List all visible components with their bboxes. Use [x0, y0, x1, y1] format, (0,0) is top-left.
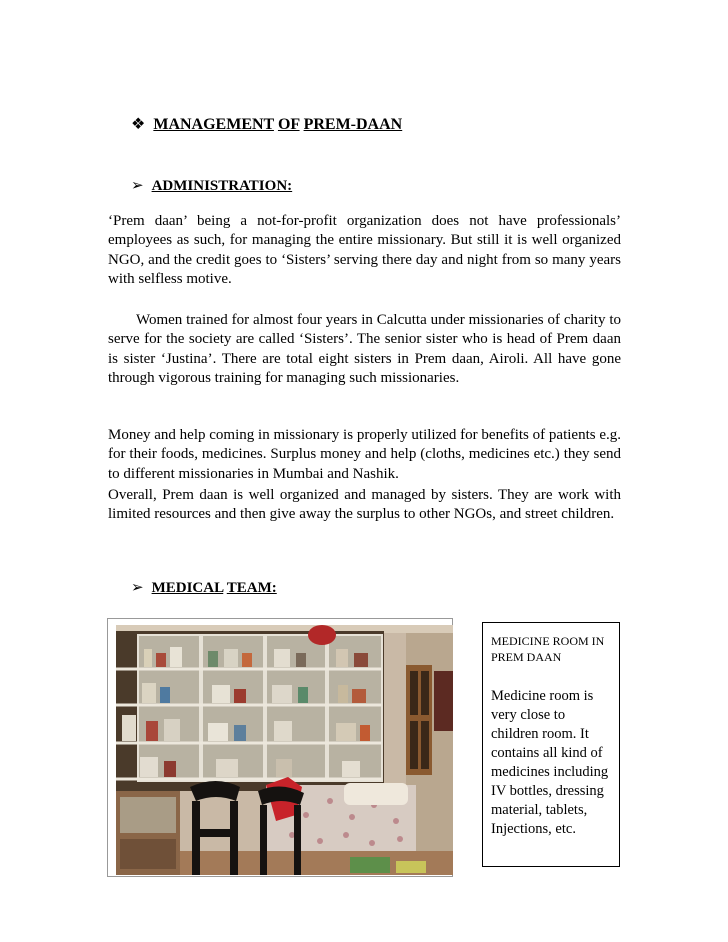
paragraph-3: Money and help coming in missionary is properly utilized for benefits of patients e.g. for their foods, medicines. Surplus money and help (cloths, medicines etc.) they send to different missionaries in Mumbai and Nashik. — [108, 427, 621, 482]
heading-word-of: OF — [277, 116, 300, 133]
paragraph-2: Women trained for almost four years in Calcutta under missionaries of charity to serve for the society are called ‘Sisters’. The senior sister who is head of Prem daan is sister ‘Justina’. There are total eight sisters in Prem daan, Airoli. All have gone through vigorous training for managing such missionaries. — [108, 312, 621, 386]
heading-word-prem-daan: PREM-DAAN — [303, 116, 403, 133]
section-heading — [131, 114, 402, 134]
caption-title: MEDICINE ROOM IN PREM DAAN — [491, 634, 605, 664]
paragraph-1: ‘Prem daan’ being a not-for-profit organization does not have professionals’ employees as such, for managing the entire missionary. But still it is well organized NGO, and the credit goes to ‘Sisters’ serving there day and night from so many years with selfless motive. — [108, 213, 621, 287]
caption-box — [482, 622, 620, 867]
arrow-bullet-icon: ➢ — [131, 580, 144, 596]
diamond-bullet-icon: ❖ — [131, 116, 146, 133]
medical-team-heading — [131, 578, 277, 597]
medical-title-word: MEDICAL — [151, 580, 224, 596]
heading-word-management: MANAGEMENT — [153, 116, 274, 133]
team-title-word: TEAM: — [226, 580, 277, 596]
administration-title: ADMINISTRATION: — [151, 178, 293, 194]
administration-heading — [131, 176, 292, 195]
arrow-bullet-icon: ➢ — [131, 178, 144, 194]
medicine-room-photo — [116, 625, 453, 875]
caption-body: Medicine room is very close to children room. It contains all kind of medicines including IV bottles, dressing material, tablets, Injections, etc. — [491, 688, 609, 837]
paragraph-4: Overall, Prem daan is well organized and managed by sisters. They are work with limited resources and then give away the surplus to other NGOs, and street children. — [108, 487, 621, 523]
